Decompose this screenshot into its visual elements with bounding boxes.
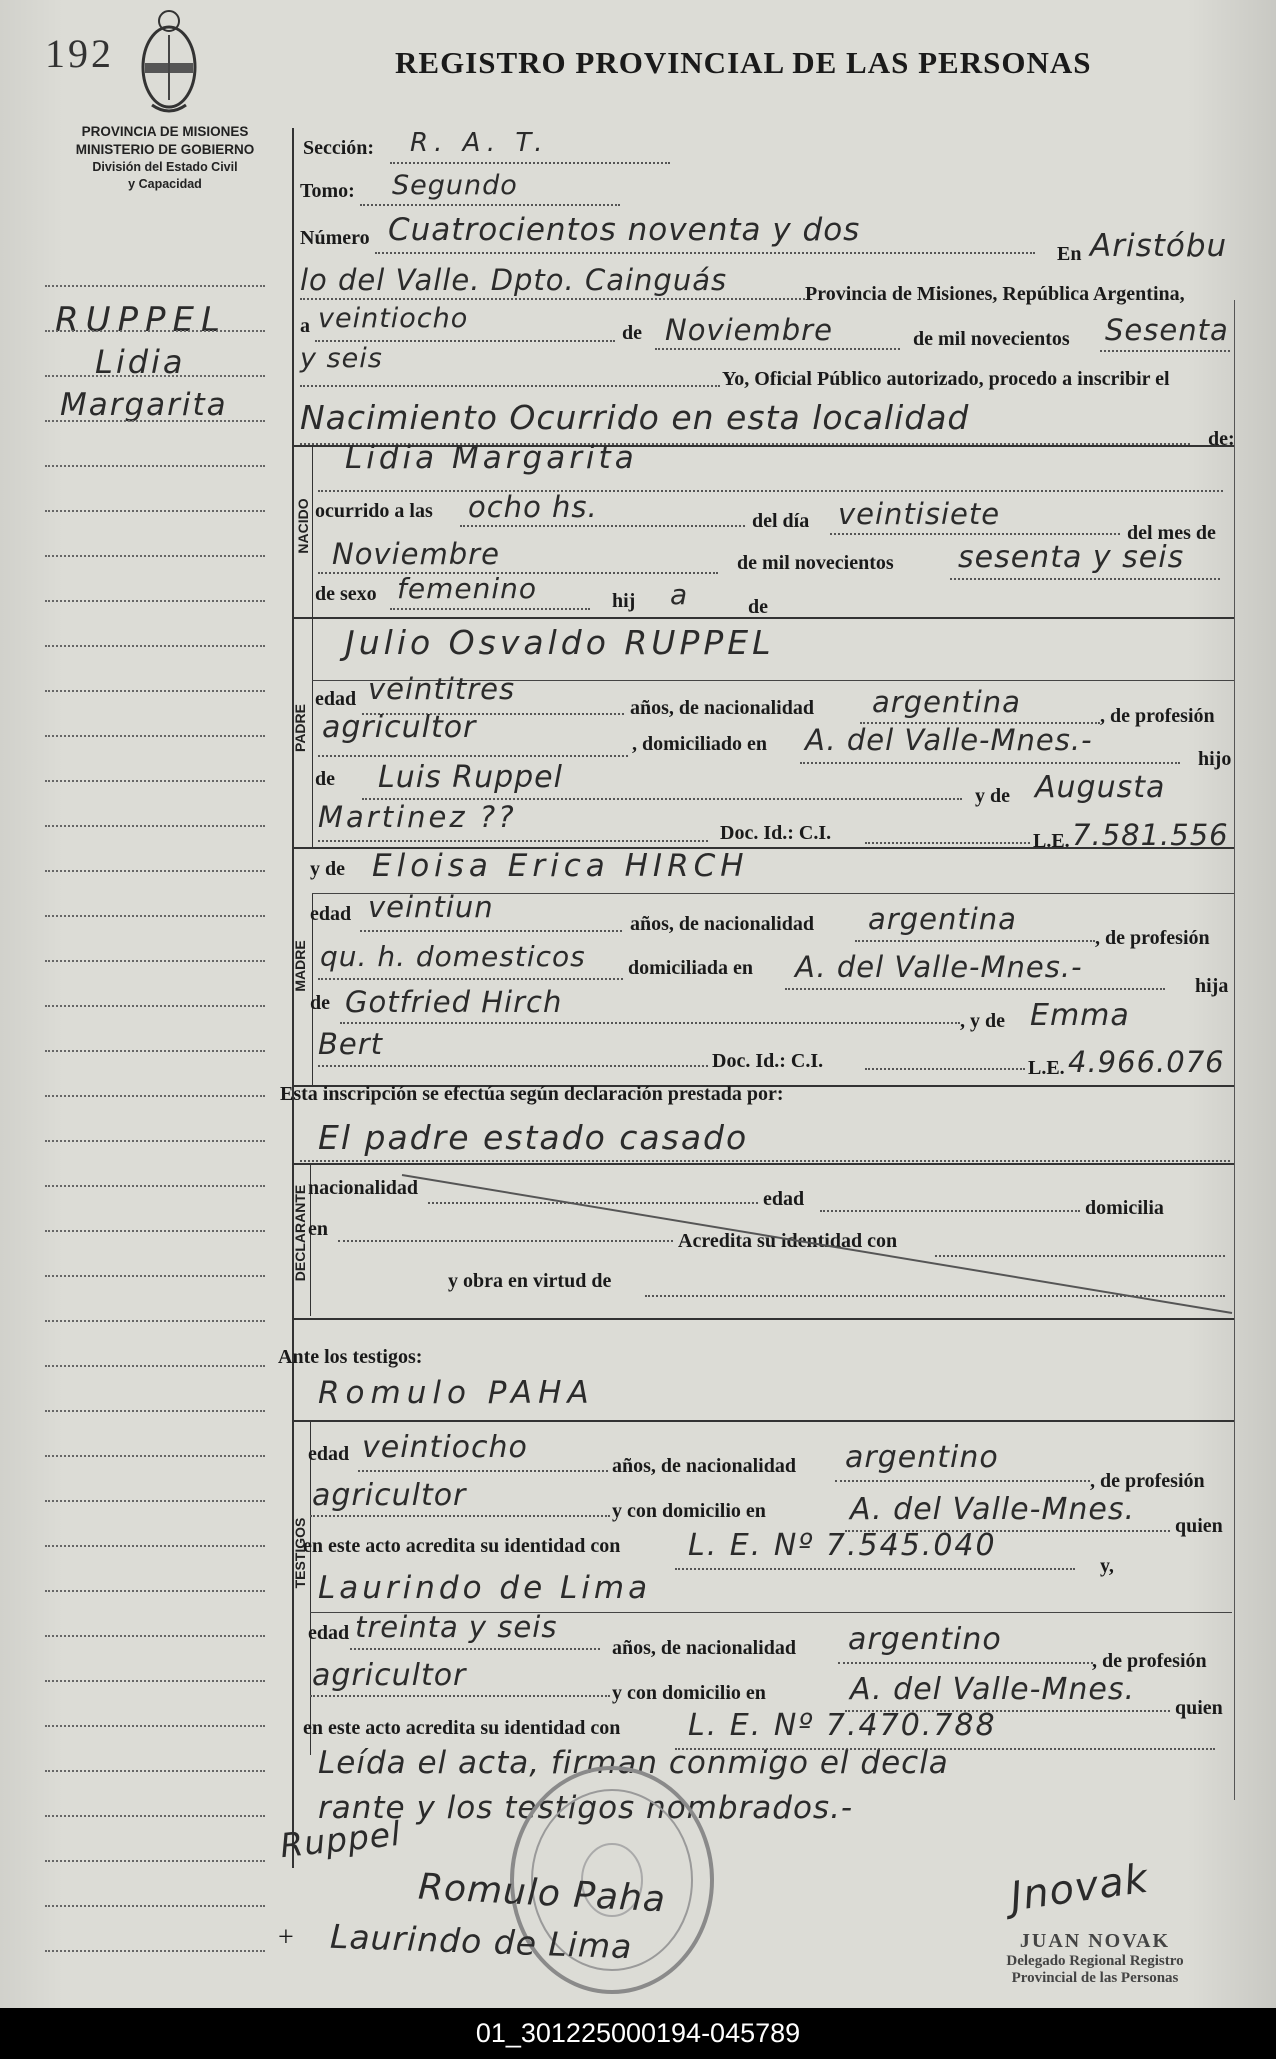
madre-doc-label: Doc. Id.: C.I. (712, 1050, 824, 1072)
official-stamp-text (970, 1930, 1220, 1987)
seccion-value: R. A. T. (410, 128, 549, 158)
margin-second-name: Margarita (60, 387, 228, 423)
madre-nac-label: años, de nacionalidad (630, 913, 814, 935)
madre-mother-name: Emma (1030, 998, 1130, 1033)
madre-de-label: de (310, 992, 330, 1014)
testigos-tab: TESTIGOS (292, 1517, 308, 1589)
official-title1: Delegado Regional Registro (1006, 1953, 1184, 1969)
padre-nac-label: años, de nacionalidad (630, 697, 814, 719)
padre-mother-name-cont: Martinez ?? (318, 800, 517, 834)
a-label: a (300, 315, 310, 337)
en-value: Aristóbu (1090, 228, 1228, 264)
provincia-text: Provincia de Misiones, República Argentina, (805, 283, 1185, 305)
declaracion-text: Esta inscripción se efectúa según declaración prestada por: (280, 1083, 784, 1105)
official-name: JUAN NOVAK (1019, 1930, 1171, 1952)
cross-mark: + (278, 1922, 294, 1953)
declarante-nac-label: nacionalidad (308, 1177, 419, 1199)
witness1-quien-label: quien (1175, 1515, 1223, 1537)
signature-witness1: Romulo Paha (417, 1866, 667, 1921)
padre-hijo-label: hijo (1198, 748, 1232, 770)
padre-le-label: L.E. (1033, 830, 1070, 852)
witness2-dom: A. del Valle-Mnes. (850, 1672, 1135, 1707)
madre-dom-label: domiciliada en (628, 957, 754, 979)
declarante-acredita-label: Acredita su identidad con (678, 1230, 898, 1252)
tomo-label: Tomo: (300, 180, 355, 202)
hij-value: a (670, 578, 689, 611)
witness1-doc: L. E. Nº 7.545.040 (688, 1528, 997, 1563)
nacido-tab: NACIDO (295, 498, 311, 554)
witness2-acredita-label: en este acto acredita su identidad con (303, 1717, 621, 1739)
coat-of-arms-icon (140, 5, 198, 117)
madre-yde2-label: , y de (960, 1010, 1005, 1032)
tomo-value: Segundo (392, 170, 518, 201)
madre-nac-value: argentina (868, 902, 1017, 936)
witness1-nac-label: años, de nacionalidad (612, 1455, 796, 1477)
hij-label: hij (612, 590, 636, 612)
signature-official: Jnovak (1007, 1855, 1152, 1921)
padre-le-value: 7.581.556 (1072, 818, 1229, 852)
witness2-edad: treinta y seis (355, 1610, 558, 1644)
witness2-nac: argentino (848, 1622, 1002, 1657)
seccion-label: Sección: (303, 137, 375, 159)
madre-le-label: L.E. (1028, 1057, 1065, 1079)
madre-yde-label: y de (310, 858, 345, 880)
en-label: En (1057, 243, 1082, 265)
numero-label: Número (300, 227, 370, 249)
authority-line: MINISTERIO DE GOBIERNO (75, 142, 255, 157)
margin-first-name: Lidia (95, 343, 186, 381)
authority-line: y Capacidad (128, 177, 202, 191)
madre-edad-label: edad (310, 903, 352, 925)
year-continued: y seis (300, 343, 383, 374)
madre-hija-label: hija (1195, 975, 1229, 997)
witness1-prof: agricultor (312, 1478, 467, 1513)
padre-tab: PADRE (292, 704, 308, 752)
official-title2: Provincial de las Personas (1011, 1970, 1179, 1986)
madre-edad-value: veintiun (368, 890, 494, 924)
testigos-ante-label: Ante los testigos: (278, 1346, 423, 1368)
padre-dom-label: , domiciliado en (632, 733, 768, 755)
madre-father-name: Gotfried Hirch (345, 985, 563, 1019)
padre-doc-label: Doc. Id.: C.I. (720, 822, 832, 844)
madre-mother-name-cont: Bert (318, 1027, 384, 1061)
declarante-domicilia-label: domicilia (1085, 1197, 1164, 1219)
signature-declarante: Ruppel (278, 1813, 403, 1866)
witness2-name: Laurindo de Lima (318, 1570, 652, 1606)
madre-name: Eloisa Erica HIRCH (372, 848, 749, 884)
anio-label: de mil novecientos (737, 552, 894, 574)
de-end-label: de: (1208, 428, 1235, 450)
issuing-authority (40, 123, 290, 193)
witness1-edad: veintiocho (362, 1430, 528, 1465)
padre-nac-value: argentina (872, 685, 1021, 719)
cancel-stroke (292, 1163, 1234, 1316)
witness1-name: Romulo PAHA (318, 1375, 595, 1411)
nacido-name: Lidia Margarita (345, 440, 638, 476)
padre-prof-label: , de profesión (1100, 705, 1215, 727)
witness1-dom-label: y con domicilio en (612, 1500, 766, 1522)
madre-prof-value: qu. h. domesticos (320, 940, 586, 973)
witness1-y-label: y, (1100, 1555, 1114, 1577)
year-value: Sesenta (1105, 313, 1229, 347)
de-label: de (622, 322, 642, 344)
witness2-prof: agricultor (312, 1658, 467, 1693)
numero-value: Cuatrocientos noventa y dos (388, 212, 861, 248)
padre-de-label: de (315, 768, 335, 790)
witness2-prof-label: , de profesión (1092, 1650, 1207, 1672)
place-continued: lo del Valle. Dpto. Cainguás (300, 263, 728, 297)
sexo-value: femenino (397, 572, 537, 605)
padre-edad-label: edad (315, 688, 357, 710)
day-value: veintiocho (318, 303, 469, 334)
declarante-obra-label: y obra en virtud de (448, 1270, 612, 1292)
acto-value: Nacimiento Ocurrido en esta localidad (300, 398, 970, 437)
month-value: Noviembre (665, 313, 833, 347)
closing-line2: rante y los testigos nombrados.- (318, 1790, 854, 1826)
declarante-edad-label: edad (763, 1188, 805, 1210)
dia-value: veintisiete (838, 497, 1001, 531)
hora-label: ocurrido a las (315, 500, 433, 522)
witness1-nac: argentino (845, 1440, 999, 1475)
padre-name: Julio Osvaldo RUPPEL (345, 623, 775, 662)
padre-edad-value: veintitres (368, 672, 516, 706)
dia-label: del día (752, 510, 810, 532)
madre-tab: MADRE (292, 940, 308, 992)
mes-value: Noviembre (332, 537, 500, 571)
declarante-tab: DECLARANTE (292, 1184, 308, 1282)
witness1-acredita-label: en este acto acredita su identidad con (303, 1535, 621, 1557)
oficial-text: Yo, Oficial Público autorizado, procedo a inscribir el (722, 368, 1170, 390)
padre-mother-name: Augusta (1035, 770, 1166, 805)
declarante-en-label: en (308, 1218, 328, 1240)
mes-label: del mes de (1127, 522, 1216, 544)
margin-surname: RUPPEL (55, 300, 227, 340)
anio-value: sesenta y seis (958, 540, 1185, 575)
padre-father-name: Luis Ruppel (378, 760, 563, 795)
witness2-dom-label: y con domicilio en (612, 1682, 766, 1704)
witness1-edad-label: edad (308, 1443, 350, 1465)
madre-dom-value: A. del Valle-Mnes.- (795, 950, 1083, 984)
witness2-nac-label: años, de nacionalidad (612, 1637, 796, 1659)
sexo-label: de sexo (315, 583, 377, 605)
madre-prof-label: , de profesión (1095, 927, 1210, 949)
authority-line: PROVINCIA DE MISIONES (81, 124, 249, 139)
witness2-edad-label: edad (308, 1622, 350, 1644)
madre-le-value: 4.966.076 (1068, 1045, 1225, 1079)
image-caption: 01_301225000194-045789 (0, 2008, 1276, 2059)
padre-prof-value: agricultor (322, 710, 477, 745)
witness1-dom: A. del Valle-Mnes. (850, 1492, 1135, 1527)
padre-dom-value: A. del Valle-Mnes.- (805, 723, 1093, 757)
page-title: REGISTRO PROVINCIAL DE LAS PERSONAS (395, 45, 1092, 80)
year-label: de mil novecientos (913, 328, 1070, 350)
hij-de-label: de (748, 596, 768, 618)
signature-witness2: Laurindo de Lima (329, 1916, 634, 1967)
padre-yde-label: y de (975, 785, 1010, 807)
folio-number: 192 (45, 31, 114, 76)
authority-line: División del Estado Civil (92, 160, 238, 174)
witness1-prof-label: , de profesión (1090, 1470, 1205, 1492)
hora-value: ocho hs. (468, 490, 598, 524)
witness2-doc: L. E. Nº 7.470.788 (688, 1708, 997, 1743)
closing-line1: Leída el acta, firman conmigo el decla (318, 1745, 949, 1781)
declaracion-value: El padre estado casado (318, 1118, 749, 1157)
witness2-quien-label: quien (1175, 1697, 1223, 1719)
